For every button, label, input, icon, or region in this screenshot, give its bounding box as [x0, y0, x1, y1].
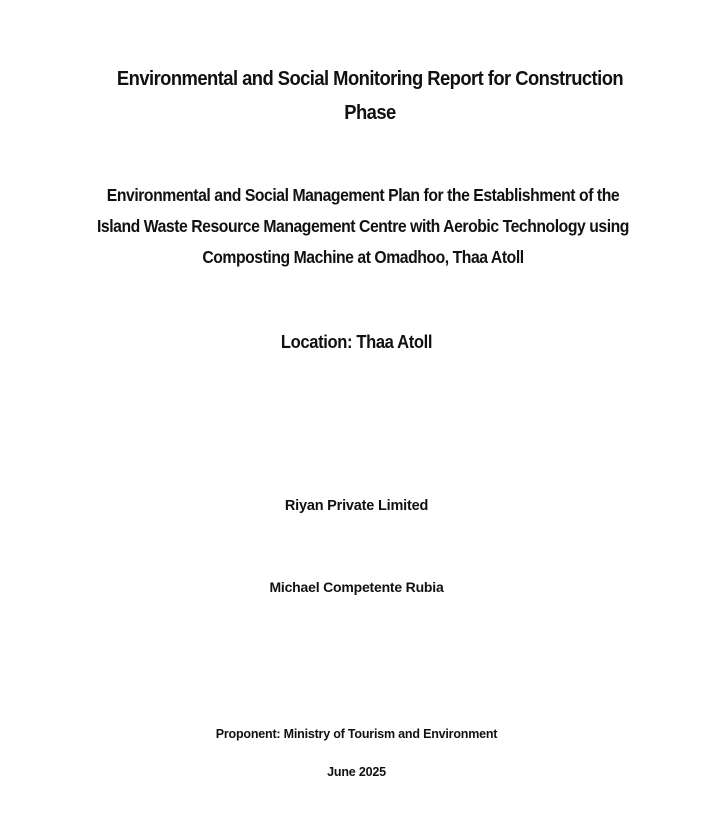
proponent-line: Proponent: Ministry of Tourism and Environment	[215, 727, 498, 741]
plan-title: Environmental and Social Management Plan for the Establishment of the Island Waste Resource Management Centre with Aerobic Technology using Composting Machine at Omadhoo, Thaa Atoll	[97, 185, 629, 267]
report-title: Environmental and Social Monitoring Report for Construction Phase	[116, 68, 624, 124]
location-line: Location: Thaa Atoll	[280, 332, 433, 352]
report-date: June 2025	[327, 765, 386, 779]
author-name: Michael Competente Rubia	[269, 579, 444, 595]
company-name: Riyan Private Limited	[284, 498, 429, 514]
